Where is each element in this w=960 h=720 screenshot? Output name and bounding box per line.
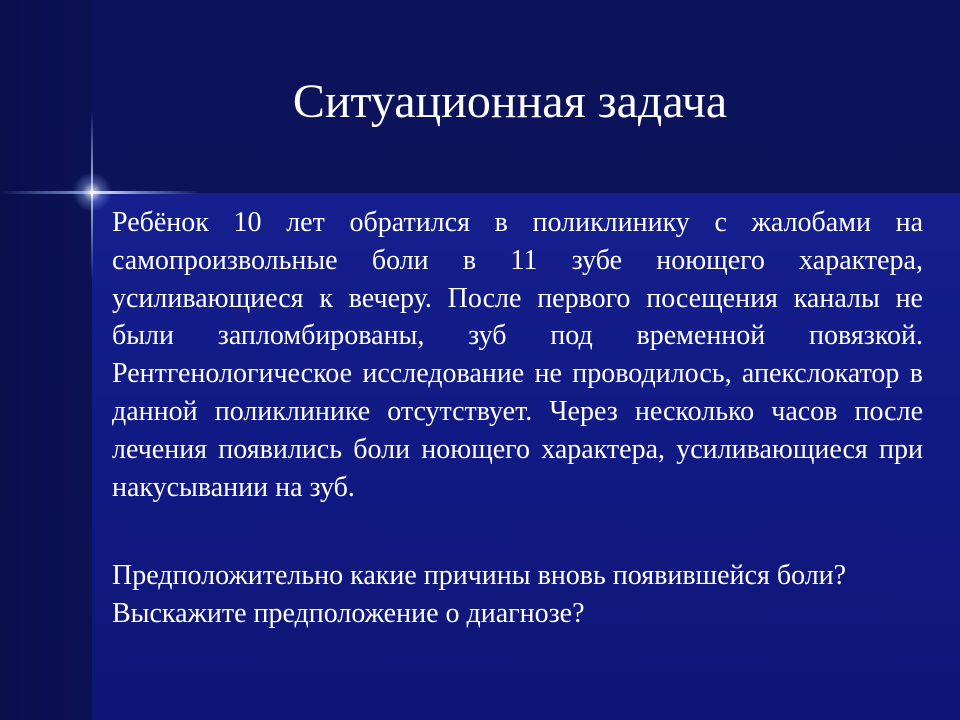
case-description: Ребёнок 10 лет обратился в поликлинику с жалобами на самопроизвольные боли в 11 зубе ноющего характера, усиливающиеся к вечеру. После первого посещения каналы не были запломбированы, зуб под временной повязкой. Рентгенологическое исследование не проводилось, апекслокатор в данной поликлинике отсутствует. Через несколько часов после лечения появились боли ноющего характера, усиливающиеся при накусывании на зуб.	[112, 207, 923, 503]
question-2: Выскажите предположение о диагнозе?	[112, 598, 585, 630]
slide-title: Ситуационная задача	[292, 75, 728, 129]
question-1: Предположительно какие причины вновь появившейся боли?	[112, 560, 847, 592]
question-block	[112, 557, 923, 633]
slide-body	[112, 204, 923, 633]
light-flare-glow	[72, 172, 112, 212]
